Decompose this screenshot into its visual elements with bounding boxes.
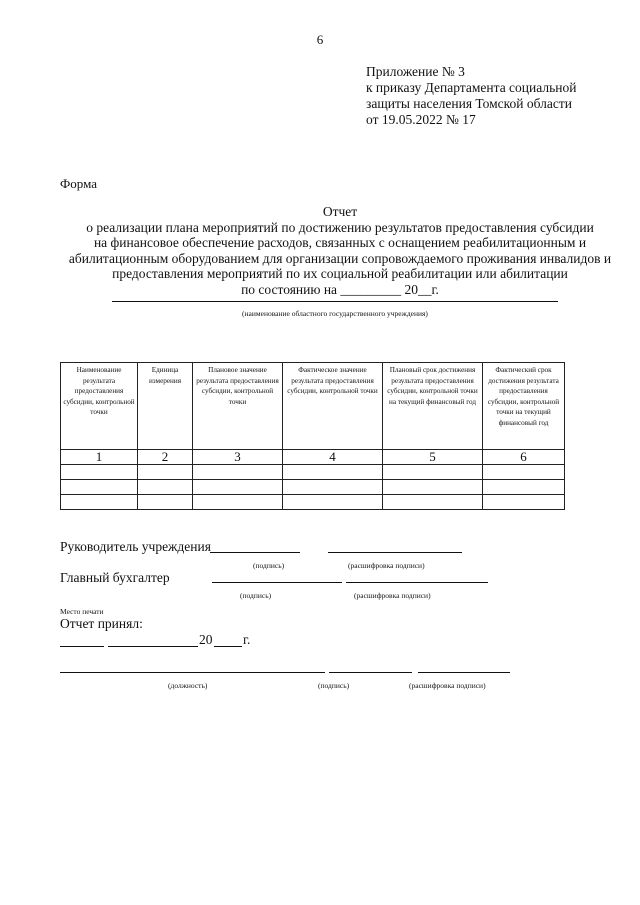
organization-name-line <box>112 301 558 302</box>
table-cell <box>283 465 383 480</box>
table-cell <box>193 465 283 480</box>
table-cell <box>483 495 565 510</box>
header-unit: Единица измерения <box>138 363 193 450</box>
head-signature-caption: (подпись) <box>253 561 285 570</box>
table-cell <box>193 480 283 495</box>
table-cell <box>61 480 138 495</box>
report-title-line-1: о реализации плана мероприятий по достижению результатов предоставления субсидии <box>86 219 594 235</box>
header-planned-value: Плановое значение результата предоставления субсидии, контрольной точки <box>193 363 283 450</box>
table-row <box>61 495 565 510</box>
table-cell <box>61 465 138 480</box>
table-cell <box>483 465 565 480</box>
accountant-signature-caption: (подпись) <box>240 591 272 600</box>
header-actual-value: Фактическое значение результата предоставления субсидии, контрольной точки <box>283 363 383 450</box>
header-result-name: Наименование результата предоставления субсидии, контрольной точки <box>61 363 138 450</box>
report-title-line-4: предоставления мероприятий по их социальной реабилитации или абилитации <box>112 266 568 282</box>
accepted-signature-line <box>329 672 412 673</box>
table-cell <box>383 480 483 495</box>
report-table <box>60 362 565 510</box>
table-cell <box>283 495 383 510</box>
column-number: 4 <box>283 450 383 465</box>
head-decoding-caption: (расшифровка подписи) <box>348 561 425 570</box>
head-decoding-line <box>328 552 462 553</box>
table-cell <box>383 495 483 510</box>
position-line <box>60 672 325 673</box>
date-year-suffix: г. <box>243 632 251 647</box>
report-heading: Отчет <box>322 204 358 219</box>
report-title-line-3: абилитационным оборудованием для организации сопровождаемого проживания инвалидов и <box>68 250 612 266</box>
accepted-decoding-line <box>418 672 510 673</box>
accountant-decoding-line <box>346 582 488 583</box>
report-title-line-2: на финансовое обеспечение расходов, связанных с оснащением реабилитационным и <box>93 235 587 251</box>
head-signature-line <box>210 552 300 553</box>
date-year-prefix: 20 <box>199 632 213 647</box>
annex-line-1: Приложение № 3 <box>366 64 465 79</box>
table-cell <box>383 465 483 480</box>
date-year-line <box>214 646 242 647</box>
table-cell <box>138 465 193 480</box>
column-number: 3 <box>193 450 283 465</box>
annex-line-3: защиты населения Томской области <box>366 96 573 111</box>
column-number: 5 <box>383 450 483 465</box>
organization-name-caption: (наименование областного государственного учреждения) <box>242 309 428 318</box>
header-actual-date: Фактический срок достижения результата предоставления субсидии, контрольной точки на текущий финансовый год <box>483 363 565 450</box>
report-date-line: по состоянию на _________ 20__г. <box>241 281 439 297</box>
report-title <box>60 204 620 298</box>
annex-line-4: от 19.05.2022 № 17 <box>366 112 476 127</box>
annex-line-2: к приказу Департамента социальной <box>366 80 577 95</box>
table-number-row <box>61 450 565 465</box>
form-label: Форма <box>60 176 97 191</box>
page-number: 6 <box>316 32 324 47</box>
annex-block <box>366 64 576 128</box>
accountant-decoding-caption: (расшифровка подписи) <box>354 591 431 600</box>
accepted-label: Отчет принял: <box>60 616 143 631</box>
seal-label: Место печати <box>60 607 104 616</box>
accountant-label: Главный бухгалтер <box>60 570 170 585</box>
table-cell <box>138 480 193 495</box>
table-header-row <box>61 363 565 450</box>
table-cell <box>138 495 193 510</box>
column-number: 1 <box>61 450 138 465</box>
date-day-line <box>60 646 104 647</box>
header-planned-date: Плановый срок достижения результата предоставления субсидии, контрольной точки на текущий финансовый год <box>383 363 483 450</box>
accepted-decoding-caption: (расшифровка подписи) <box>409 681 486 690</box>
head-label: Руководитель учреждения <box>60 539 211 554</box>
table-row <box>61 480 565 495</box>
table-cell <box>483 480 565 495</box>
column-number: 2 <box>138 450 193 465</box>
table-cell <box>193 495 283 510</box>
table-cell <box>283 480 383 495</box>
table-row <box>61 465 565 480</box>
accepted-signature-caption: (подпись) <box>318 681 350 690</box>
date-month-line <box>108 646 198 647</box>
accountant-signature-line <box>212 582 342 583</box>
position-caption: (должность) <box>168 681 208 690</box>
table-cell <box>61 495 138 510</box>
column-number: 6 <box>483 450 565 465</box>
